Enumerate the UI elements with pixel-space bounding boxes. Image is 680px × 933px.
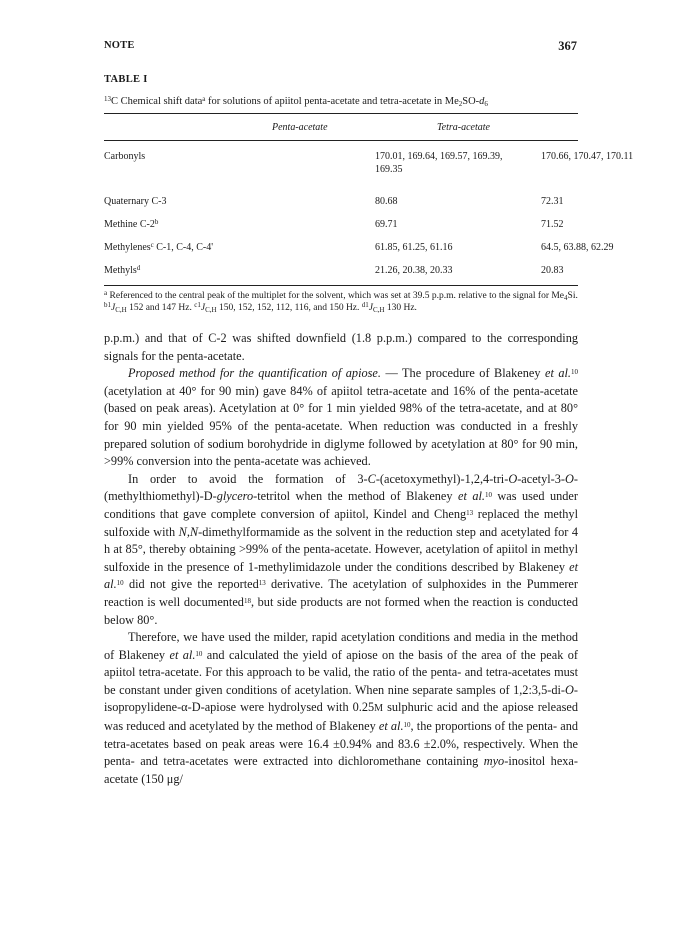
table-footnote: $^a$ Referenced to the central peak of the multiplet for the solvent, which was set at 39.5 p.p.m. relative to the signal for $Me_4Si$. $^{b1}J_{C,H}$ 152 and 147 Hz. $^{c1}J_{C,H}$ 150, 152, 152, 112, 116, and 150 Hz. $^{d1}J_{C,H}$ 130 Hz.: [104, 289, 578, 314]
section-run-in-heading: Proposed method for the quantification of apiose.: [128, 366, 381, 381]
table-rule-top: [104, 113, 578, 114]
paragraph: In order to avoid the formation of 3-C-(acetoxymethyl)-1,2,4-tri-O-acetyl-3-O-(methylthiomethyl)-D-glycero-tetritol when the method of Blakeney et al.$^{10}$ was used under conditions that gave complete conversion of apiitol, Kindel and Cheng$^{13}$ replaced the methyl sulfoxide with N,N-dimethylformamide as the solvent in the reduction step and acetylated for 4 h at 85°, thereby obtaining >99% of the penta-acetate. However, acetylation of apiitol in methyl sulfoxide in the presence of 1-methylimidazole under the conditions described by Blakeney et al.$^{10}$ did not give the reported$^{13}$ derivative. The acetylation of sulphoxides in the Pummerer reaction is well documented$^{18}$, but side products are not formed when the reaction is conducted below 80°.: [104, 471, 579, 627]
citation: 10: [116, 579, 124, 588]
citation: 10: [195, 649, 203, 658]
caption-text-pre: C Chemical shift data: [111, 96, 203, 107]
caption-sub: 2: [458, 100, 463, 108]
page-number: 367: [558, 39, 577, 53]
row-label-note: c: [150, 241, 154, 249]
caption-solvent-sub: 6: [484, 100, 488, 108]
citation: 18: [243, 596, 251, 605]
row-tetra-value: 170.66, 170.47, 170.11: [541, 151, 634, 162]
row-penta-value: 21.26, 20.38, 20.33: [375, 265, 453, 276]
table-caption: [104, 95, 584, 108]
table-rule-bottom: [104, 285, 578, 286]
row-label: Quaternary C-3: [104, 196, 167, 207]
caption-tail: SO-: [462, 96, 480, 107]
row-tetra-value: 71.52: [541, 219, 564, 230]
paragraph: p.p.m.) and that of C-2 was shifted downfield (1.8 p.p.m.) compared to the corresponding signals for the penta-acetate.: [104, 331, 578, 363]
running-head: NOTE: [104, 40, 135, 51]
row-label: Methylenes$^c$ C-1, C-4, C-4': [104, 241, 214, 253]
row-label: Methine C-2$^b$: [104, 218, 159, 230]
row-penta-value: 80.68: [375, 196, 398, 207]
row-penta-value: 61.85, 61.25, 61.16: [375, 242, 453, 253]
caption-solvent-d: d: [479, 96, 485, 107]
row-penta-value: 69.71: [375, 219, 398, 230]
table-label: TABLE I: [104, 74, 148, 85]
citation: 10: [484, 491, 492, 500]
page-header: [104, 40, 577, 56]
row-label: Carbonyls: [104, 151, 146, 162]
paragraph: Therefore, we have used the milder, rapid acetylation conditions and media in the method of Blakeney et al.$^{10}$ and calculated the yield of apiose on the basis of the area of the peak of apiitol tetra-acetate. For this approach to be valid, the ratio of the penta- and tetra-acetates must be constant under given conditions of acetylation. When nine separate samples of 1,2:3,5-di-O-isopropylidene-α-D-apiose were hydrolysed with 0.25M sulphuric acid and the apiose released was reduced and acetylated by the method of Blakeney et al.$^{10}$, the proportions of the penta- and tetra-acetates based on peak areas were 16.4 ±0.94% and 83.6 ±2.0%, respectively. When the penta- and tetra-acetates were extracted into dichloromethane containing myo-inositol hexa-acetate (150 μg/: [104, 630, 578, 786]
caption-text-post: for solutions of apiitol penta-acetate and tetra-acetate in Me: [205, 96, 459, 107]
row-label: Methyls$^d$: [104, 264, 141, 276]
row-label-note: b: [154, 218, 159, 226]
caption-isotope: 13: [104, 95, 111, 103]
paragraph: Proposed method for the quantification of apiose. — The procedure of Blakeney et al.$^{10}$ (acetylation at 40° for 90 min) gave 84% of apiitol tetra-acetate and 16% of the penta-acetate (based on peak areas). Acetylation at 0° for 1 min yielded 98% of the tetra-acetate, and at 80° for 90 min yielded 95% of the penta-acetate. When reduction was conducted in a freshly prepared solution of sodium borohydride in diglyme followed by acetylation at 80° for 90 min, >99% conversion into the penta-acetate was achieved.: [104, 366, 578, 469]
row-label-note: d: [136, 264, 141, 272]
citation: 13: [258, 579, 266, 588]
column-header-penta: Penta-acetate: [272, 122, 328, 133]
caption-note-mark: a: [202, 95, 206, 103]
row-tetra-value: 64.5, 63.88, 62.29: [541, 242, 614, 253]
row-penta-value: 170.01, 169.64, 169.57, 169.39, 169.35: [375, 151, 503, 175]
table-rule-mid: [104, 140, 578, 141]
citation: 13: [466, 508, 474, 517]
column-header-tetra: Tetra-acetate: [437, 122, 490, 133]
citation: 10: [403, 721, 411, 730]
body-text: [104, 330, 578, 788]
citation: 10: [571, 368, 578, 377]
row-tetra-value: 72.31: [541, 196, 564, 207]
row-tetra-value: 20.83: [541, 265, 564, 276]
